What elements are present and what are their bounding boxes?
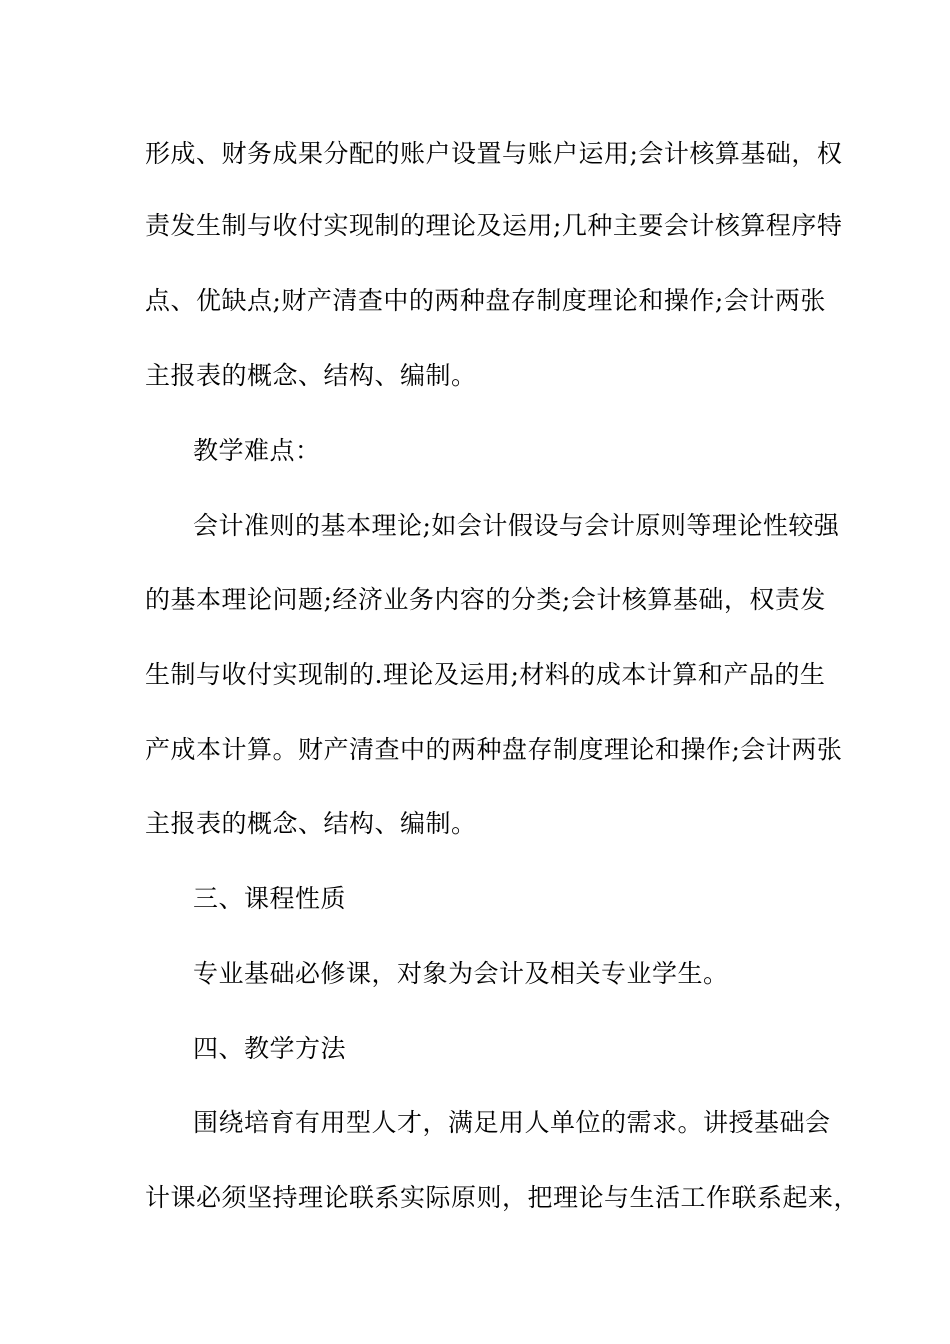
text-line: 点、优缺点;财产清查中的两种盘存制度理论和操作;会计两张: [145, 286, 826, 315]
section-heading: 三、课程性质: [193, 884, 347, 913]
text-line: 生制与收付实现制的.理论及运用;材料的成本计算和产品的生: [145, 660, 826, 689]
text-line: 会计准则的基本理论;如会计假设与会计原则等理论性较强: [193, 511, 840, 540]
text-line: 主报表的概念、结构、编制。: [145, 361, 477, 390]
section-heading: 四、教学方法: [193, 1034, 347, 1063]
section-heading: 教学难点：: [193, 436, 321, 465]
text-line: 形成、财务成果分配的账户设置与账户运用;会计核算基础，权: [145, 139, 843, 168]
text-line: 专业基础必修课，对象为会计及相关专业学生。: [193, 959, 729, 988]
text-line: 围绕培育有用型人才，满足用人单位的需求。讲授基础会: [193, 1108, 831, 1137]
text-line: 产成本计算。财产清查中的两种盘存制度理论和操作;会计两张: [145, 735, 843, 764]
text-line: 主报表的概念、结构、编制。: [145, 809, 477, 838]
text-line: 计课必须坚持理论联系实际原则，把理论与生活工作联系起来，: [145, 1183, 860, 1212]
text-line: 责发生制与收付实现制的理论及运用;几种主要会计核算程序特: [145, 211, 843, 240]
text-line: 的基本理论问题;经济业务内容的分类;会计核算基础，权责发: [145, 585, 826, 614]
